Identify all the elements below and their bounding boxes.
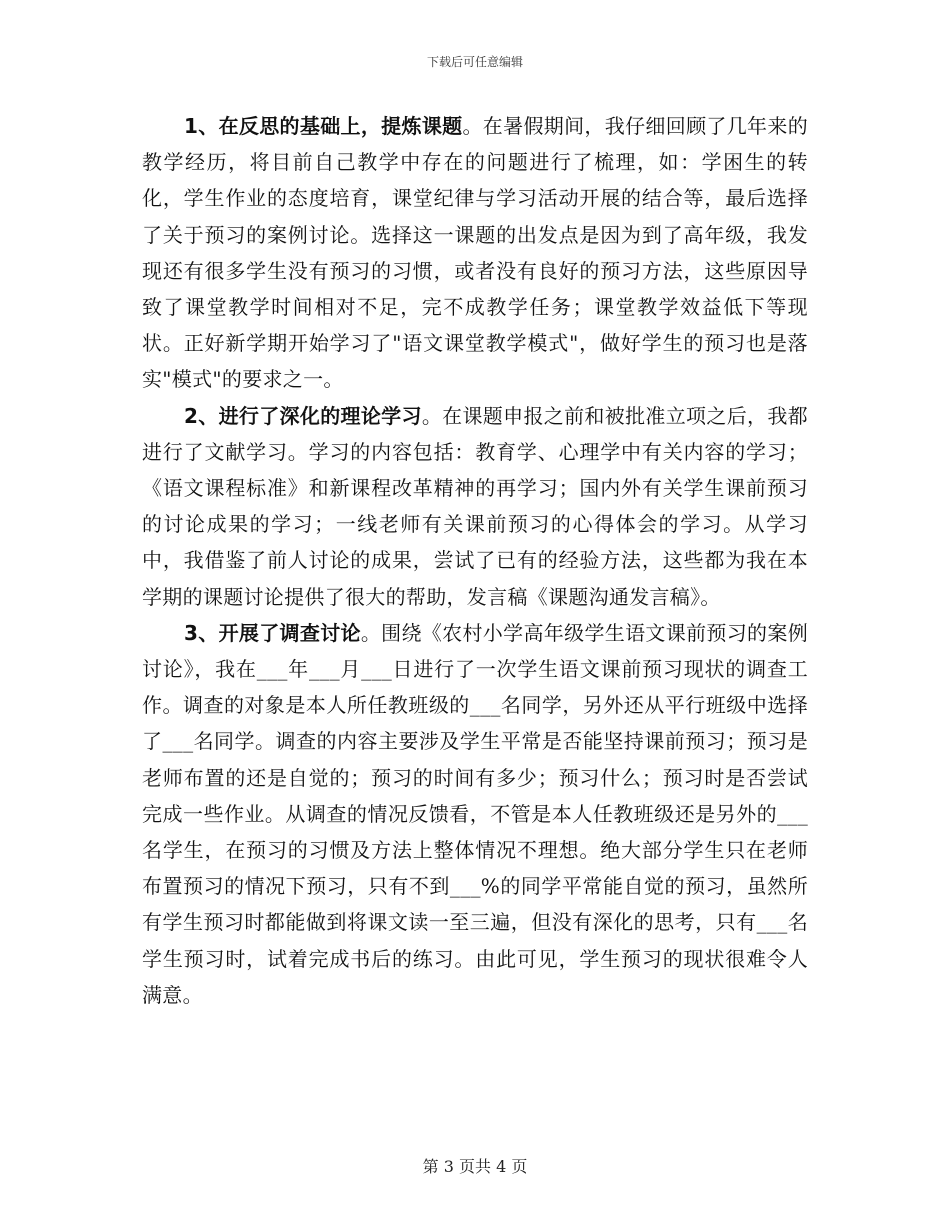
paragraph-1-text: 。在暑假期间，我仔细回顾了几年来的教学经历，将目前自己教学中存在的问题进行了梳理，如：学困生的转化，学生作业的态度培育，课堂纪律与学习活动开展的结合等，最后选择了关于预习的案例讨论。选择这一课题的出发点是因为到了高年级，我发现还有很多学生没有预习的习惯，或者没有良好的预习方法，这些原因导致了课堂教学时间相对不足，完不成教学任务；课堂教学效益低下等现状。正好新学期开始学习了"语文课堂教学模式"，做好学生的预习也是落实"模式"的要求之一。 xyxy=(142,114,808,392)
paragraph-2-text: 。在课题申报之前和被批准立项之后，我都进行了文献学习。学习的内容包括：教育学、心理学中有关内容的学习；《语文课程标准》和新课程改革精神的再学习；国内外有关学生课前预习的讨论成果的学习；一线老师有关课前预习的心得体会的学习。从学习中，我借鉴了前人讨论的成果，尝试了已有的经验方法，这些都为我在本学期的课题讨论提供了很大的帮助，发言稿《课题沟通发言稿》。 xyxy=(142,403,808,609)
paragraph-3-text: 。围绕《农村小学高年级学生语文课前预习的案例讨论》，我在___年___月___日进行了一次学生语文课前预习现状的调查工作。调查的对象是本人所任教班级的___名同学，另外还从平行班级中选择了___名同学。调查的内容主要涉及学生平常是否能坚持课前预习；预习是老师布置的还是自觉的；预习的时间有多少；预习什么；预习时是否尝试完成一些作业。从调查的情况反馈看，不管是本人任教班级还是另外的___名学生，在预习的习惯及方法上整体情况不理想。绝大部分学生只在老师布置预习的情况下预习，只有不到___%的同学平常能自觉的预习，虽然所有学生预习时都能做到将课文读一至三遍，但没有深化的思考，只有___名学生预习时，试着完成书后的练习。由此可见，学生预习的现状很难令人满意。 xyxy=(142,620,808,1007)
page-number: 第 3 页共 4 页 xyxy=(422,1157,528,1176)
paragraph-3 xyxy=(142,615,808,1013)
header-note: 下载后可任意编辑 xyxy=(426,55,523,69)
document-body xyxy=(142,108,808,1013)
paragraph-3-heading: 3、开展了调查讨论 xyxy=(184,620,361,645)
paragraph-1 xyxy=(142,108,808,398)
paragraph-2-heading: 2、进行了深化的理论学习 xyxy=(184,403,422,428)
paragraph-2 xyxy=(142,398,808,615)
paragraph-1-heading: 1、在反思的基础上，提炼课题 xyxy=(184,114,463,138)
